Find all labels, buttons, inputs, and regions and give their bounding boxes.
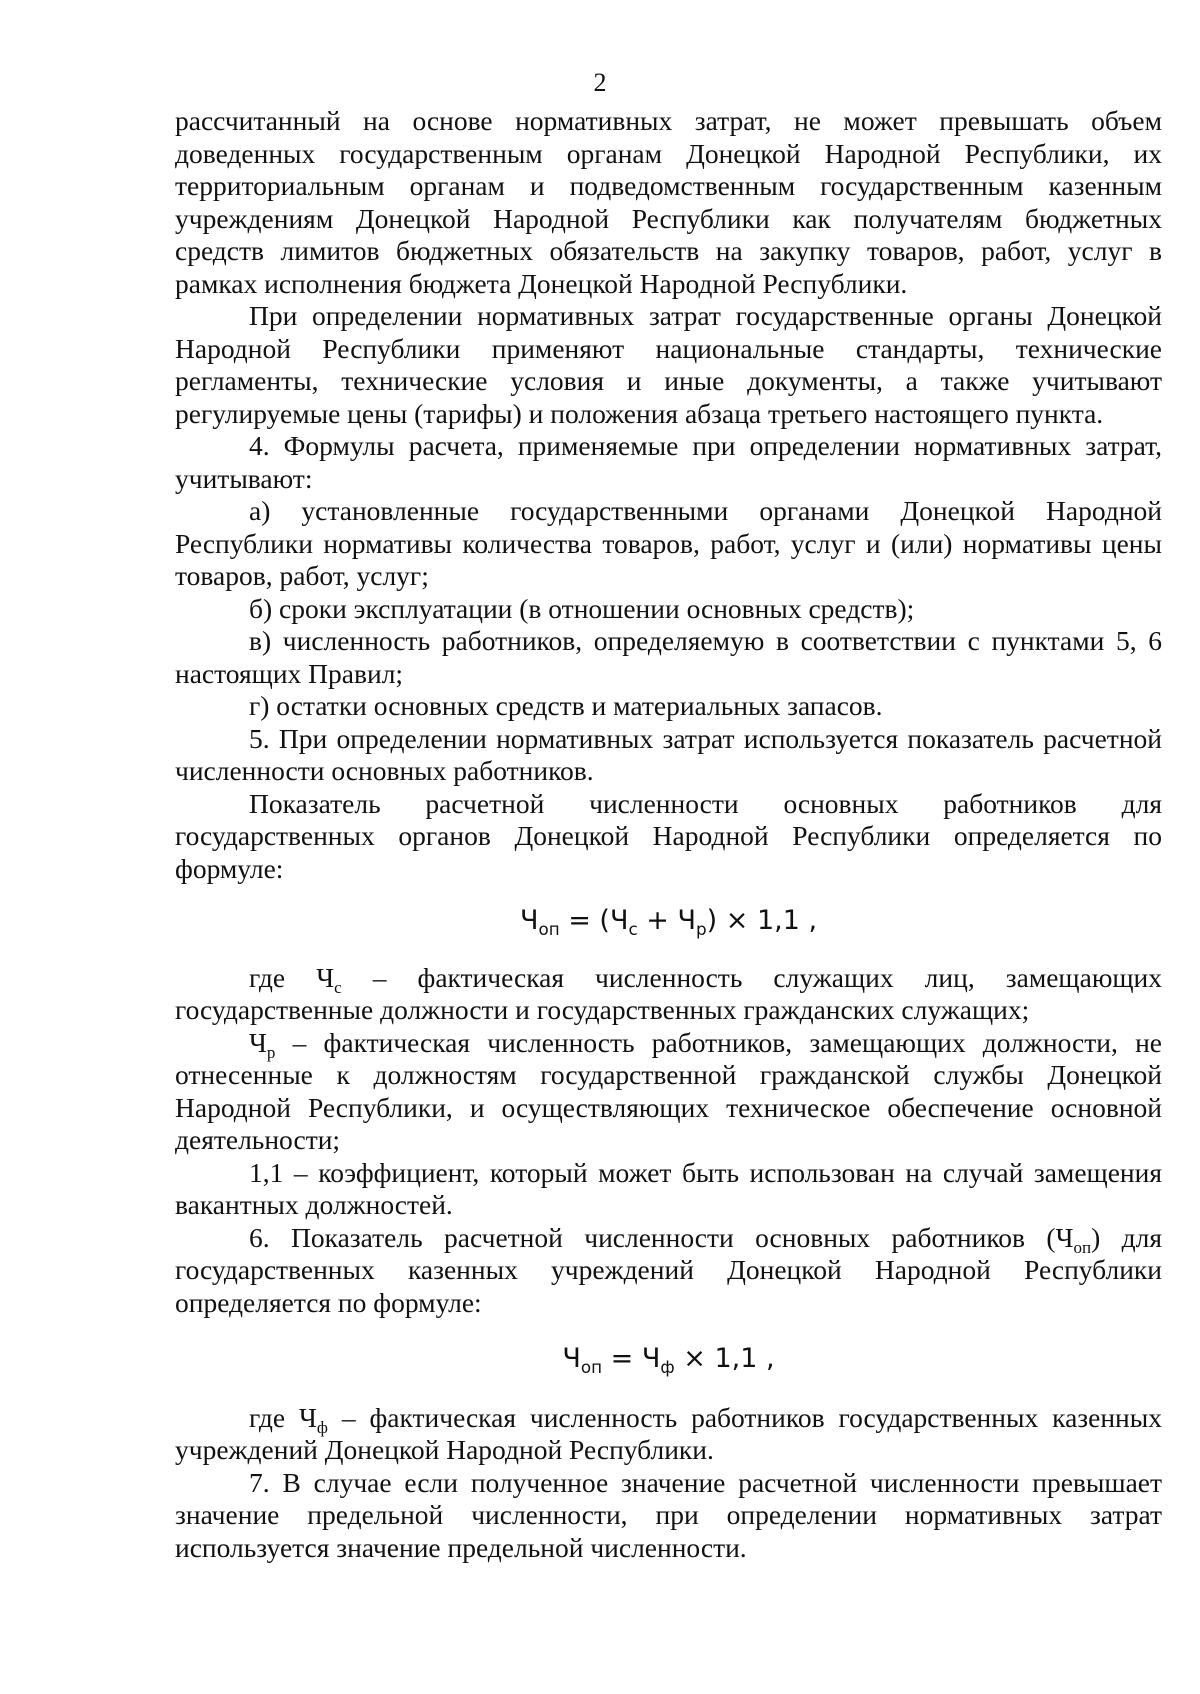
formula-symbol: Ч <box>677 905 696 936</box>
paragraph-standards: При определении нормативных затрат государственные органы Донецкой Народной Республики применяют национальные стандарты, технические регламенты, технические условия и иные документы, а также учитывают регулируемые цены (тарифы) и положения абзаца третьего настоящего пункта. <box>175 300 1162 429</box>
definition-subscript: с <box>334 977 342 997</box>
paragraph-text: 6. Показатель расчетной численности основных работников ( <box>249 1221 1056 1253</box>
list-item-a: а) установленные государственными органами Донецкой Народной Республики нормативы количества товаров, работ, услуг и (или) нормативы цены товаров, работ, услуг; <box>175 495 1162 591</box>
paragraph-item-5: 5. При определении нормативных затрат используется показатель расчетной численности основных работников. <box>175 722 1162 786</box>
definition-coefficient: 1,1 – коэффициент, который может быть использован на случай замещения вакантных должностей. <box>175 1156 1162 1220</box>
list-item-g: г) остатки основных средств и материальных запасов. <box>249 690 883 721</box>
list-item-v: в) численность работников, определяемую в соответствии с пунктами 5, 6 настоящих Правил; <box>175 625 1162 689</box>
definition-symbol: Ч <box>316 961 335 993</box>
paragraph-budget-limit: рассчитанный на основе нормативных затрат, не может превышать объем доведенных государственным органам Донецкой Народной Республики, их территориальным органам и подведомственным государственным казенным учреждениям Донецкой Народной Республики как получателям бюджетных средств лимитов бюджетных обязательств на закупку товаров, работ, услуг в рамках исполнения бюджета Донецкой Народной Республики. <box>175 105 1162 299</box>
definition-prefix: где <box>249 961 317 993</box>
definition-chs <box>175 962 1162 1027</box>
formula-subscript: оп <box>580 1356 603 1377</box>
formula-symbol: Ч <box>609 905 629 936</box>
paragraph-item-6 <box>175 1222 1162 1320</box>
definition-symbol: Ч <box>249 1026 267 1058</box>
definition-symbol: Ч <box>299 1401 317 1433</box>
inline-subscript: оп <box>1073 1237 1092 1257</box>
definition-text: – фактическая численность служащих лиц, замещающих государственные должности и государственных гражданских служащих; <box>175 961 1163 1025</box>
formula-operator: ) × 1,1 , <box>706 905 818 936</box>
formula-subscript: р <box>696 918 707 939</box>
list-item-b: б) сроки эксплуатации (в отношении основных средств); <box>249 592 915 624</box>
paragraph-item-7: 7. В случае если полученное значение расчетной численности превышает значение предельной численности, при определении нормативных затрат используется значение предельной численности. <box>175 1466 1162 1563</box>
formula-operator: = <box>602 1343 642 1374</box>
definition-chf <box>175 1402 1162 1467</box>
definition-chr <box>175 1027 1162 1157</box>
document-body <box>175 105 1162 1564</box>
paragraph-text: ) для государственных казенных учреждений Донецкой Народной Республики определяется по формуле: <box>175 1221 1163 1318</box>
formula-operator: + <box>637 905 678 936</box>
formula-subscript: с <box>628 918 638 939</box>
paragraph-item-4: 4. Формулы расчета, применяемые при определении нормативных затрат, учитывают: <box>175 430 1162 494</box>
formula-subscript: оп <box>538 918 560 939</box>
definition-text: – фактическая численность работников государственных казенных учреждений Донецкой Народной Республики. <box>175 1401 1162 1465</box>
definition-subscript: р <box>266 1042 276 1062</box>
formula-institutions <box>175 1343 1162 1376</box>
formula-symbol: Ч <box>519 905 539 936</box>
inline-symbol: Ч <box>1055 1221 1074 1253</box>
page-number: 2 <box>593 68 607 97</box>
formula-subscript: ф <box>660 1356 675 1377</box>
formula-operator: × 1,1 , <box>674 1343 775 1374</box>
formula-symbol: Ч <box>641 1343 661 1374</box>
formula-gov-bodies <box>175 905 1162 938</box>
paragraph-indicator: Показатель расчетной численности основных работников для государственных органов Донецкой Народной Республики определяется по формуле: <box>175 787 1162 884</box>
formula-operator: = ( <box>559 905 610 936</box>
definition-subscript: ф <box>316 1417 328 1437</box>
definition-prefix: где <box>249 1401 300 1433</box>
formula-symbol: Ч <box>562 1343 581 1374</box>
definition-text: – фактическая численность работников, замещающих должности, не отнесенные к должностям государственной гражданской службы Донецкой Народной Республики, и осуществляющих техническое обеспечение основной деятельности; <box>175 1026 1162 1155</box>
